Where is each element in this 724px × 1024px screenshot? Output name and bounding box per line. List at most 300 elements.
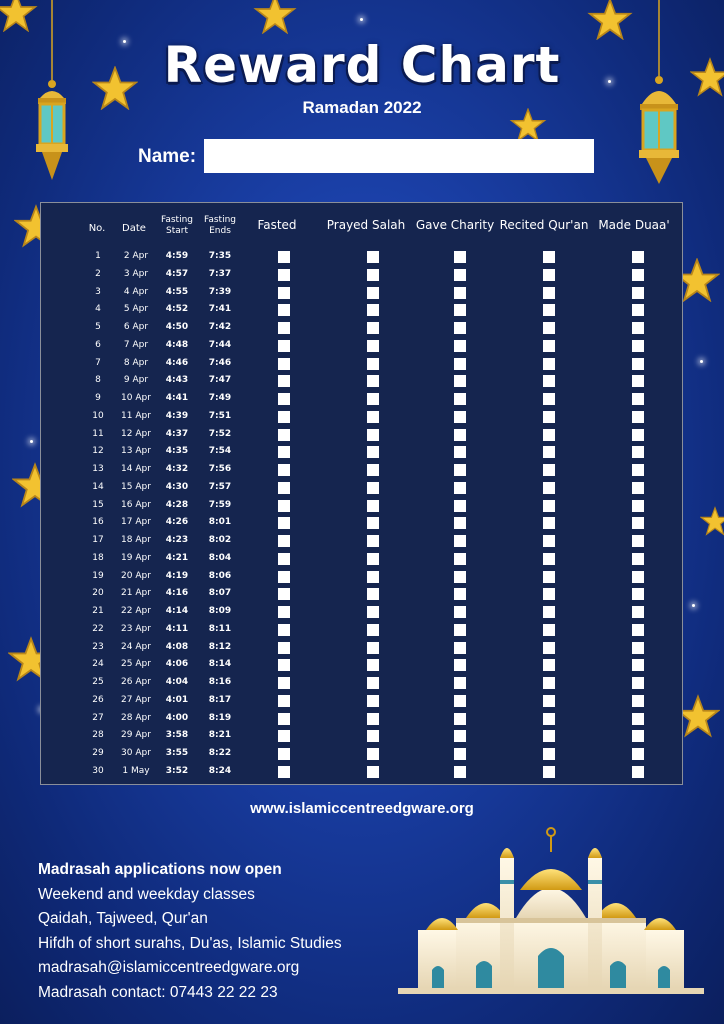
cell-date: 28 Apr — [121, 712, 151, 723]
mosque-icon — [398, 818, 704, 996]
made-duaa-checkbox[interactable] — [632, 411, 644, 423]
cell-fasting-ends: 8:19 — [208, 712, 232, 723]
cell-fasting-ends: 7:41 — [208, 304, 232, 315]
recited-quran-checkbox[interactable] — [543, 713, 555, 725]
info-line-headline: Madrasah applications now open — [38, 861, 282, 878]
made-duaa-checkbox[interactable] — [632, 517, 644, 529]
cell-fasting-start: 4:52 — [165, 304, 189, 315]
fasted-checkbox[interactable] — [278, 429, 290, 441]
recited-quran-checkbox[interactable] — [543, 269, 555, 281]
cell-day-number: 20 — [92, 588, 104, 599]
cell-date: 10 Apr — [121, 393, 151, 403]
prayed-salah-checkbox[interactable] — [367, 659, 379, 671]
made-duaa-checkbox[interactable] — [632, 500, 644, 512]
gave-charity-checkbox[interactable] — [454, 269, 466, 281]
cell-fasting-ends: 7:35 — [208, 251, 232, 261]
prayed-salah-checkbox[interactable] — [367, 713, 379, 725]
prayed-salah-checkbox[interactable] — [367, 411, 379, 423]
fasted-checkbox[interactable] — [278, 588, 290, 600]
cell-fasting-ends: 8:21 — [208, 730, 232, 741]
made-duaa-checkbox[interactable] — [632, 730, 644, 742]
recited-quran-checkbox[interactable] — [543, 500, 555, 512]
cell-day-number: 17 — [92, 535, 104, 545]
fasted-checkbox[interactable] — [278, 304, 290, 316]
prayed-salah-checkbox[interactable] — [367, 748, 379, 760]
fasted-checkbox[interactable] — [278, 411, 290, 423]
made-duaa-checkbox[interactable] — [632, 606, 644, 618]
made-duaa-checkbox[interactable] — [632, 624, 644, 636]
fasted-checkbox[interactable] — [278, 500, 290, 512]
madrasah-info — [38, 858, 342, 1005]
fasted-checkbox[interactable] — [278, 340, 290, 352]
fasted-checkbox[interactable] — [278, 269, 290, 281]
fasted-checkbox[interactable] — [278, 287, 290, 299]
recited-quran-checkbox[interactable] — [543, 287, 555, 299]
gave-charity-checkbox[interactable] — [454, 393, 466, 405]
cell-day-number: 18 — [92, 552, 104, 563]
fasted-checkbox[interactable] — [278, 624, 290, 636]
name-label: Name: — [138, 146, 197, 167]
table-row — [41, 656, 684, 674]
recited-quran-checkbox[interactable] — [543, 393, 555, 405]
fasted-checkbox[interactable] — [278, 766, 290, 778]
prayed-salah-checkbox[interactable] — [367, 730, 379, 742]
gave-charity-checkbox[interactable] — [454, 730, 466, 742]
fasted-checkbox[interactable] — [278, 571, 290, 583]
sparkle — [30, 440, 33, 443]
fasted-checkbox[interactable] — [278, 642, 290, 654]
gave-charity-checkbox[interactable] — [454, 358, 466, 370]
table-row — [41, 390, 684, 408]
cell-fasting-ends: 8:17 — [208, 694, 232, 705]
prayed-salah-checkbox[interactable] — [367, 624, 379, 636]
info-line-classes: Weekend and weekday classes — [38, 885, 255, 903]
cell-day-number: 13 — [92, 464, 104, 474]
table-row — [41, 337, 684, 355]
cell-date: 1 May — [122, 765, 150, 776]
cell-fasting-ends: 8:07 — [208, 588, 232, 599]
gave-charity-checkbox[interactable] — [454, 517, 466, 529]
table-row — [41, 408, 684, 426]
made-duaa-checkbox[interactable] — [632, 429, 644, 441]
cell-day-number: 8 — [95, 375, 101, 386]
cell-day-number: 23 — [92, 641, 104, 652]
prayed-salah-checkbox[interactable] — [367, 553, 379, 565]
cell-date: 29 Apr — [121, 730, 151, 741]
fasted-checkbox[interactable] — [278, 553, 290, 565]
recited-quran-checkbox[interactable] — [543, 677, 555, 689]
cell-fasting-ends: 8:24 — [208, 765, 232, 776]
made-duaa-checkbox[interactable] — [632, 446, 644, 458]
prayed-salah-checkbox[interactable] — [367, 269, 379, 281]
gave-charity-checkbox[interactable] — [454, 588, 466, 600]
sparkle — [700, 360, 703, 363]
recited-quran-checkbox[interactable] — [543, 553, 555, 565]
cell-fasting-start: 4:55 — [165, 286, 189, 297]
recited-quran-checkbox[interactable] — [543, 304, 555, 316]
prayed-salah-checkbox[interactable] — [367, 446, 379, 458]
cell-fasting-start: 3:52 — [165, 765, 189, 776]
cell-fasting-ends: 7:51 — [208, 410, 232, 421]
gave-charity-checkbox[interactable] — [454, 677, 466, 689]
gave-charity-checkbox[interactable] — [454, 571, 466, 583]
cell-fasting-ends: 8:16 — [208, 677, 232, 687]
table-row — [41, 514, 684, 532]
prayed-salah-checkbox[interactable] — [367, 677, 379, 689]
recited-quran-checkbox[interactable] — [543, 251, 555, 263]
col-header-fasting-start — [159, 215, 195, 237]
prayed-salah-checkbox[interactable] — [367, 304, 379, 316]
cell-day-number: 7 — [95, 357, 101, 368]
cell-day-number: 16 — [92, 517, 104, 528]
cell-date: 7 Apr — [123, 339, 149, 350]
recited-quran-checkbox[interactable] — [543, 748, 555, 760]
gave-charity-checkbox[interactable] — [454, 375, 466, 387]
fasted-checkbox[interactable] — [278, 517, 290, 529]
made-duaa-checkbox[interactable] — [632, 393, 644, 405]
cell-fasting-ends: 7:47 — [208, 375, 232, 386]
table-row — [41, 763, 684, 781]
gave-charity-checkbox[interactable] — [454, 446, 466, 458]
gave-charity-checkbox[interactable] — [454, 464, 466, 476]
fasted-checkbox[interactable] — [278, 251, 290, 263]
info-line-subjects: Qaidah, Tajweed, Qur'an — [38, 910, 208, 927]
recited-quran-checkbox[interactable] — [543, 659, 555, 671]
fasted-checkbox[interactable] — [278, 482, 290, 494]
cell-fasting-start: 3:55 — [165, 748, 189, 758]
cell-fasting-ends: 7:39 — [208, 286, 232, 297]
cell-fasting-start: 4:35 — [165, 446, 189, 457]
cell-fasting-ends: 7:57 — [208, 481, 232, 492]
fasted-checkbox[interactable] — [278, 695, 290, 707]
gave-charity-checkbox[interactable] — [454, 713, 466, 725]
cell-day-number: 9 — [95, 393, 101, 403]
col-header-fasting-start-line2: Start — [166, 226, 188, 236]
cell-fasting-start: 4:01 — [165, 694, 189, 705]
fasted-checkbox[interactable] — [278, 358, 290, 370]
prayed-salah-checkbox[interactable] — [367, 375, 379, 387]
cell-fasting-start: 4:32 — [165, 464, 189, 474]
gave-charity-checkbox[interactable] — [454, 535, 466, 547]
cell-fasting-ends: 8:02 — [208, 535, 232, 545]
prayed-salah-checkbox[interactable] — [367, 500, 379, 512]
cell-day-number: 28 — [92, 730, 104, 741]
table-row — [41, 248, 684, 266]
cell-fasting-start: 3:58 — [165, 730, 189, 741]
gave-charity-checkbox[interactable] — [454, 304, 466, 316]
prayed-salah-checkbox[interactable] — [367, 766, 379, 778]
cell-day-number: 10 — [92, 410, 104, 421]
col-header-fasting-ends-line2: Ends — [209, 226, 231, 236]
made-duaa-checkbox[interactable] — [632, 677, 644, 689]
fasted-checkbox[interactable] — [278, 730, 290, 742]
cell-fasting-start: 4:16 — [165, 588, 189, 599]
cell-fasting-ends: 7:46 — [208, 357, 232, 368]
made-duaa-checkbox[interactable] — [632, 748, 644, 760]
cell-date: 19 Apr — [121, 552, 151, 563]
prayed-salah-checkbox[interactable] — [367, 358, 379, 370]
cell-fasting-ends: 8:06 — [208, 570, 232, 581]
fasted-checkbox[interactable] — [278, 713, 290, 725]
table-row — [41, 497, 684, 515]
cell-day-number: 24 — [92, 659, 104, 670]
made-duaa-checkbox[interactable] — [632, 340, 644, 352]
cell-fasting-ends: 8:12 — [208, 641, 232, 652]
made-duaa-checkbox[interactable] — [632, 535, 644, 547]
cell-day-number: 27 — [92, 712, 104, 723]
website-url[interactable]: www.islamiccentreedgware.org — [250, 800, 474, 817]
name-input[interactable] — [204, 139, 594, 173]
cell-day-number: 11 — [92, 428, 104, 439]
cell-fasting-start: 4:41 — [165, 393, 189, 403]
cell-day-number: 4 — [95, 304, 101, 315]
made-duaa-checkbox[interactable] — [632, 659, 644, 671]
info-line-studies: Hifdh of short surahs, Du'as, Islamic Studies — [38, 934, 342, 952]
cell-date: 9 Apr — [123, 375, 149, 386]
cell-date: 23 Apr — [121, 623, 151, 634]
made-duaa-checkbox[interactable] — [632, 269, 644, 281]
cell-date: 21 Apr — [121, 588, 151, 599]
table-row — [41, 568, 684, 586]
prayed-salah-checkbox[interactable] — [367, 695, 379, 707]
prayed-salah-checkbox[interactable] — [367, 464, 379, 476]
recited-quran-checkbox[interactable] — [543, 340, 555, 352]
table-row — [41, 355, 684, 373]
recited-quran-checkbox[interactable] — [543, 695, 555, 707]
prayed-salah-checkbox[interactable] — [367, 606, 379, 618]
fasted-checkbox[interactable] — [278, 748, 290, 760]
fasted-checkbox[interactable] — [278, 677, 290, 689]
table-row — [41, 372, 684, 390]
gave-charity-checkbox[interactable] — [454, 322, 466, 334]
col-header-fasted: Fasted — [257, 218, 297, 232]
made-duaa-checkbox[interactable] — [632, 482, 644, 494]
cell-fasting-start: 4:46 — [165, 357, 189, 368]
prayed-salah-checkbox[interactable] — [367, 429, 379, 441]
table-row — [41, 727, 684, 745]
recited-quran-checkbox[interactable] — [543, 571, 555, 583]
col-header-date: Date — [122, 223, 146, 234]
gave-charity-checkbox[interactable] — [454, 429, 466, 441]
cell-date: 4 Apr — [123, 286, 149, 297]
recited-quran-checkbox[interactable] — [543, 482, 555, 494]
gave-charity-checkbox[interactable] — [454, 411, 466, 423]
cell-date: 17 Apr — [121, 517, 151, 528]
col-header-prayed-salah: Prayed Salah — [326, 218, 406, 232]
table-row — [41, 284, 684, 302]
cell-date: 27 Apr — [121, 694, 151, 705]
recited-quran-checkbox[interactable] — [543, 730, 555, 742]
cell-fasting-ends: 7:44 — [208, 339, 232, 350]
cell-date: 25 Apr — [121, 659, 151, 670]
table-row — [41, 674, 684, 692]
gave-charity-checkbox[interactable] — [454, 482, 466, 494]
cell-fasting-ends: 8:11 — [208, 623, 232, 634]
cell-day-number: 25 — [92, 677, 104, 687]
prayed-salah-checkbox[interactable] — [367, 251, 379, 263]
cell-fasting-ends: 7:49 — [208, 393, 232, 403]
cell-date: 13 Apr — [121, 446, 151, 457]
gave-charity-checkbox[interactable] — [454, 340, 466, 352]
cell-fasting-ends: 8:09 — [208, 606, 232, 616]
cell-fasting-start: 4:48 — [165, 339, 189, 350]
made-duaa-checkbox[interactable] — [632, 695, 644, 707]
recited-quran-checkbox[interactable] — [543, 358, 555, 370]
cell-fasting-ends: 7:54 — [208, 446, 232, 457]
cell-fasting-start: 4:30 — [165, 481, 189, 492]
cell-date: 24 Apr — [121, 641, 151, 652]
star-icon — [587, 0, 633, 40]
cell-date: 16 Apr — [121, 499, 151, 510]
table-row — [41, 692, 684, 710]
sparkle — [360, 18, 363, 21]
col-header-fasting-ends-line1: Fasting — [203, 215, 236, 225]
cell-date: 12 Apr — [121, 428, 151, 439]
made-duaa-checkbox[interactable] — [632, 287, 644, 299]
table-row — [41, 266, 684, 284]
gave-charity-checkbox[interactable] — [454, 287, 466, 299]
gave-charity-checkbox[interactable] — [454, 659, 466, 671]
star-icon — [252, 0, 298, 34]
made-duaa-checkbox[interactable] — [632, 375, 644, 387]
col-header-made-duaa: Made Duaa' — [598, 218, 670, 232]
recited-quran-checkbox[interactable] — [543, 429, 555, 441]
made-duaa-checkbox[interactable] — [632, 358, 644, 370]
cell-fasting-start: 4:08 — [165, 641, 189, 652]
gave-charity-checkbox[interactable] — [454, 553, 466, 565]
made-duaa-checkbox[interactable] — [632, 766, 644, 778]
cell-date: 15 Apr — [121, 481, 151, 492]
table-row — [41, 585, 684, 603]
gave-charity-checkbox[interactable] — [454, 695, 466, 707]
gave-charity-checkbox[interactable] — [454, 624, 466, 636]
made-duaa-checkbox[interactable] — [632, 464, 644, 476]
made-duaa-checkbox[interactable] — [632, 713, 644, 725]
cell-fasting-start: 4:50 — [165, 322, 189, 332]
made-duaa-checkbox[interactable] — [632, 642, 644, 654]
prayed-salah-checkbox[interactable] — [367, 482, 379, 494]
cell-fasting-start: 4:19 — [165, 570, 189, 581]
recited-quran-checkbox[interactable] — [543, 322, 555, 334]
col-header-fasting-start-line1: Fasting — [160, 215, 193, 225]
cell-date: 26 Apr — [121, 677, 151, 687]
gave-charity-checkbox[interactable] — [454, 642, 466, 654]
prayed-salah-checkbox[interactable] — [367, 287, 379, 299]
made-duaa-checkbox[interactable] — [632, 251, 644, 263]
cell-date: 8 Apr — [123, 357, 149, 368]
cell-day-number: 5 — [95, 322, 101, 332]
gave-charity-checkbox[interactable] — [454, 748, 466, 760]
fasted-checkbox[interactable] — [278, 375, 290, 387]
table-row — [41, 603, 684, 621]
cell-fasting-start: 4:59 — [165, 251, 189, 261]
cell-fasting-start: 4:39 — [165, 410, 189, 421]
cell-fasting-start: 4:23 — [165, 535, 189, 545]
recited-quran-checkbox[interactable] — [543, 766, 555, 778]
col-header-fasting-ends — [202, 215, 238, 237]
fasted-checkbox[interactable] — [278, 659, 290, 671]
prayed-salah-checkbox[interactable] — [367, 393, 379, 405]
recited-quran-checkbox[interactable] — [543, 375, 555, 387]
cell-fasting-start: 4:57 — [165, 268, 189, 279]
made-duaa-checkbox[interactable] — [632, 304, 644, 316]
cell-fasting-start: 4:21 — [165, 552, 189, 563]
gave-charity-checkbox[interactable] — [454, 606, 466, 618]
recited-quran-checkbox[interactable] — [543, 588, 555, 600]
table-row — [41, 479, 684, 497]
fasted-checkbox[interactable] — [278, 464, 290, 476]
cell-day-number: 15 — [92, 499, 104, 510]
cell-fasting-ends: 8:22 — [208, 748, 232, 758]
page-title: Reward Chart — [163, 36, 561, 94]
cell-fasting-ends: 7:52 — [208, 428, 232, 439]
cell-date: 14 Apr — [121, 464, 151, 474]
fasted-checkbox[interactable] — [278, 535, 290, 547]
table-row — [41, 550, 684, 568]
recited-quran-checkbox[interactable] — [543, 446, 555, 458]
cell-fasting-start: 4:11 — [165, 623, 189, 634]
cell-day-number: 26 — [92, 694, 104, 705]
recited-quran-checkbox[interactable] — [543, 517, 555, 529]
info-line-contact: Madrasah contact: 07443 22 22 23 — [38, 983, 278, 1001]
prayed-salah-checkbox[interactable] — [367, 588, 379, 600]
cell-fasting-start: 4:28 — [165, 499, 189, 510]
cell-fasting-ends: 8:04 — [208, 552, 232, 563]
gave-charity-checkbox[interactable] — [454, 766, 466, 778]
cell-fasting-ends: 7:42 — [208, 322, 232, 332]
table-row — [41, 443, 684, 461]
fasted-checkbox[interactable] — [278, 606, 290, 618]
made-duaa-checkbox[interactable] — [632, 571, 644, 583]
info-line-email[interactable]: madrasah@islamiccentreedgware.org — [38, 959, 300, 976]
cell-date: 11 Apr — [121, 410, 151, 421]
recited-quran-checkbox[interactable] — [543, 606, 555, 618]
cell-date: 6 Apr — [123, 322, 149, 332]
prayed-salah-checkbox[interactable] — [367, 517, 379, 529]
table-row — [41, 532, 684, 550]
recited-quran-checkbox[interactable] — [543, 411, 555, 423]
recited-quran-checkbox[interactable] — [543, 464, 555, 476]
prayed-salah-checkbox[interactable] — [367, 535, 379, 547]
fasted-checkbox[interactable] — [278, 446, 290, 458]
cell-day-number: 29 — [92, 748, 104, 758]
cell-day-number: 1 — [95, 251, 101, 261]
fasted-checkbox[interactable] — [278, 393, 290, 405]
cell-fasting-ends: 7:37 — [208, 268, 232, 279]
cell-fasting-start: 4:06 — [165, 659, 189, 670]
col-header-no: No. — [88, 223, 106, 234]
cell-day-number: 14 — [92, 481, 104, 492]
made-duaa-checkbox[interactable] — [632, 588, 644, 600]
recited-quran-checkbox[interactable] — [543, 535, 555, 547]
fasted-checkbox[interactable] — [278, 322, 290, 334]
prayed-salah-checkbox[interactable] — [367, 322, 379, 334]
cell-fasting-start: 4:14 — [165, 606, 189, 616]
prayed-salah-checkbox[interactable] — [367, 571, 379, 583]
cell-date: 18 Apr — [121, 535, 151, 545]
gave-charity-checkbox[interactable] — [454, 251, 466, 263]
made-duaa-checkbox[interactable] — [632, 553, 644, 565]
gave-charity-checkbox[interactable] — [454, 500, 466, 512]
recited-quran-checkbox[interactable] — [543, 642, 555, 654]
cell-date: 3 Apr — [123, 268, 149, 279]
made-duaa-checkbox[interactable] — [632, 322, 644, 334]
cell-day-number: 2 — [95, 268, 101, 279]
prayed-salah-checkbox[interactable] — [367, 642, 379, 654]
prayed-salah-checkbox[interactable] — [367, 340, 379, 352]
recited-quran-checkbox[interactable] — [543, 624, 555, 636]
cell-fasting-ends: 7:56 — [208, 464, 232, 474]
